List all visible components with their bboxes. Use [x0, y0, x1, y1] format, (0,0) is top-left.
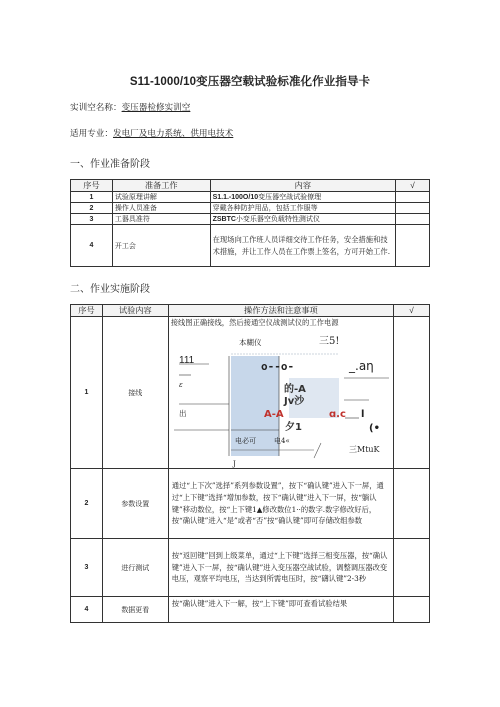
diagram-label: ε: [178, 381, 183, 389]
row-number: 2: [71, 469, 103, 539]
prep-table: [70, 179, 430, 267]
diagram-label: l: [360, 409, 365, 420]
table-row: [71, 225, 430, 267]
diagram-label: 三5!: [318, 336, 340, 347]
row-number: 1: [71, 317, 103, 469]
row-number: 3: [71, 539, 103, 597]
diagram-label: 电4«: [273, 437, 290, 445]
diagram-label: 本糊仪: [238, 338, 262, 347]
diagram-label: ɑ.c: [328, 409, 346, 420]
room-label: 实训空名称：: [70, 103, 122, 113]
row-content: 在现场向工作班人员详细交待工作任务，安全措施和技术措施，并让工作人员在工作票上签名，方可开始工作.: [210, 225, 396, 267]
room-value: 变压器检修实训空: [121, 103, 191, 113]
col-header: 准备工作: [112, 180, 210, 192]
row-method: 通过“上下次”选择”系列参数设置”，按下“确认键”进入下一屏，通过“上下键”选择“增加参数，按下“确认键”进入下一屏，按“躺认键”移动数位，按“上下键1▲修改数位1··的数字.数字修改好后，按“确认键”进入“是”或者“否”按“确认键”即可存储改组参数: [168, 469, 393, 539]
row-item: 进行测试: [102, 539, 168, 597]
table-header: [71, 180, 430, 192]
wiring-diagram: [169, 330, 395, 468]
row-work: 试验原理讲解: [112, 192, 210, 203]
row-number: 4: [71, 225, 113, 267]
diagram-label: 电必可: [234, 437, 256, 445]
table-row: [71, 192, 430, 203]
col-header: 序号: [71, 180, 113, 192]
row-content: S1.1.-100O/10变压器空战试验僚理: [210, 192, 396, 203]
row-content: 穿戴各种防护用品，包括工作服等: [210, 203, 396, 214]
procedure-table: [70, 304, 430, 623]
row-item: 数据更看: [102, 597, 168, 623]
table-row: [71, 469, 430, 539]
diagram-label: o--o-: [260, 360, 294, 373]
diagram-label: _.aη: [348, 359, 374, 373]
major-line: [70, 127, 233, 139]
col-header: √: [394, 305, 430, 317]
table-row: [71, 214, 430, 225]
row-number: 3: [71, 214, 113, 225]
row-work: 开工会: [112, 225, 210, 267]
table-row: [71, 539, 430, 597]
row-number: 4: [71, 597, 103, 623]
check-cell[interactable]: [394, 469, 430, 539]
check-cell[interactable]: [394, 317, 430, 469]
row-number: 1: [71, 192, 113, 203]
col-header: 内容: [210, 180, 396, 192]
wiring-instruction: 接线图正确接线，然后接通空仪战测试仪的工作电源: [170, 318, 339, 327]
col-header: 操作方法和注意事项: [168, 305, 393, 317]
wiring-cell: [168, 317, 393, 469]
table-header: [71, 305, 430, 317]
row-method: 按“返回键”回到上级菜单，通过“上下键”选择三相变压器，按“确认键”进入下一屏，按“确认键”进入变压器空战试验，调整调压器改变电压，观察平均电压，当达到所需电压时，按“礴认键”2-3秒: [168, 539, 393, 597]
row-number: 2: [71, 203, 113, 214]
check-cell[interactable]: [396, 225, 430, 267]
row-work: 工器具准符: [112, 214, 210, 225]
page-title: S11-1000/10变压器空载试验标准化作业指导卡: [129, 76, 371, 88]
table-row: [71, 317, 430, 469]
row-content: ZSBTC小变乐器空负载特性测试仪: [210, 214, 396, 225]
major-value: 发电厂及电力系统、供用电技术: [112, 129, 234, 139]
col-header: √: [396, 180, 430, 192]
row-work: 操作人员准备: [112, 203, 210, 214]
diagram-rule: [314, 443, 321, 458]
table-row: [71, 203, 430, 214]
diagram-label: 三MtuK: [348, 445, 380, 454]
check-cell[interactable]: [396, 203, 430, 214]
col-header: 序号: [71, 305, 103, 317]
row-item: 参数设置: [102, 469, 168, 539]
table-row: [71, 597, 430, 623]
diagram-label: A-A: [263, 409, 284, 420]
col-header: 试验内容: [102, 305, 168, 317]
diagram-label: J: [232, 460, 236, 468]
section-heading-2: 二、作业实施阶段: [70, 284, 150, 295]
check-cell[interactable]: [396, 214, 430, 225]
diagram-label: (•: [368, 423, 380, 434]
check-cell[interactable]: [396, 192, 430, 203]
diagram-label: Jv沙: [283, 396, 304, 407]
check-cell[interactable]: [394, 597, 430, 623]
row-item: 接线: [102, 317, 168, 469]
room-line: [70, 101, 190, 113]
row-method: 按“确认键”进入下一解，按“上下键”即可查看试验结果: [168, 597, 393, 623]
diagram-label: 出: [178, 409, 187, 418]
diagram-label: 111: [178, 355, 194, 366]
check-cell[interactable]: [394, 539, 430, 597]
diagram-label: 夕1: [284, 422, 302, 433]
section-heading-1: 一、作业准备阶段: [70, 159, 150, 170]
diagram-label: 的-A: [283, 384, 306, 395]
major-label: 适用专业：: [70, 129, 113, 139]
